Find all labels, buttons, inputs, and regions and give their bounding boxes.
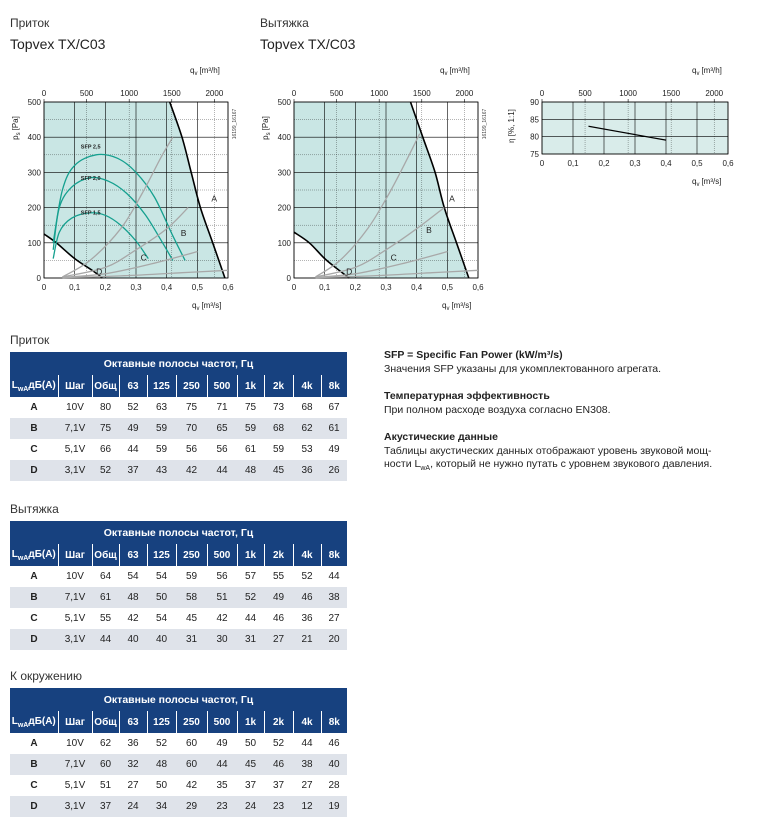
x-tick-label: 0,2 <box>99 283 111 292</box>
col-band: 1k <box>237 375 264 397</box>
table-section-title: К окружению <box>10 669 82 683</box>
col-band: 500 <box>207 711 237 733</box>
cell-band-value: 44 <box>207 754 237 775</box>
cell-band-value: 54 <box>119 566 147 587</box>
cell-band-value: 50 <box>147 775 176 796</box>
cell-band-value: 31 <box>237 629 264 650</box>
cell-band-value: 49 <box>119 418 147 439</box>
table-row <box>10 587 347 608</box>
cell-band-value: 44 <box>237 608 264 629</box>
acoustic-text <box>384 445 754 475</box>
y-tick-label: 100 <box>27 238 41 248</box>
col-lwa-sub: wA <box>17 721 29 729</box>
cell-band-value: 68 <box>264 418 293 439</box>
x-top-tick-label: 2000 <box>205 89 224 98</box>
x-tick-label: 0,4 <box>411 283 423 292</box>
cell-band-value: 36 <box>293 608 321 629</box>
cell-step: 7,1V <box>58 587 92 608</box>
y-axis-label: η [%, 1:1] <box>507 109 516 143</box>
cell-band-value: 49 <box>207 733 237 754</box>
cell-step: 7,1V <box>58 418 92 439</box>
band-title: Октавные полосы частот, Гц <box>10 688 347 711</box>
col-band: 2k <box>264 711 293 733</box>
x-top-tick-label: 2000 <box>455 89 474 98</box>
cell-band-value: 44 <box>207 460 237 481</box>
cell-band-value: 12 <box>293 796 321 817</box>
cell-band-value: 38 <box>321 587 347 608</box>
table-row <box>10 397 347 418</box>
cell-band-value: 44 <box>293 733 321 754</box>
point-label: D <box>346 266 353 277</box>
col-band: 250 <box>176 711 207 733</box>
cell-band-value: 44 <box>119 439 147 460</box>
cell-step: 7,1V <box>58 754 92 775</box>
cell-band-value: 40 <box>119 629 147 650</box>
x-top-tick-label: 1500 <box>162 89 181 98</box>
table-row <box>10 754 347 775</box>
cell-step: 3,1V <box>58 460 92 481</box>
acoustic-title: Акустические данные <box>384 431 498 443</box>
x-tick-label: 0,5 <box>691 159 703 168</box>
cell-band-value: 36 <box>119 733 147 754</box>
cell-band-value: 27 <box>264 629 293 650</box>
y-tick-label: 100 <box>277 238 291 248</box>
cell-label: A <box>10 397 58 418</box>
sfp-title: SFP = Specific Fan Power (kW/m³/s) <box>384 349 563 361</box>
cell-band-value: 40 <box>147 629 176 650</box>
cell-band-value: 56 <box>207 566 237 587</box>
cell-band-value: 56 <box>176 439 207 460</box>
col-lwa-letter: L <box>11 715 18 727</box>
cell-band-value: 37 <box>119 460 147 481</box>
sfp-label: SFP 1,5 <box>80 210 101 217</box>
y-tick-label: 400 <box>277 133 291 143</box>
x-top-tick-label: 500 <box>79 89 94 98</box>
temp-title: Температурная эффективность <box>384 390 550 402</box>
col-band: 125 <box>147 544 176 566</box>
cell-label: A <box>10 566 58 587</box>
col-band: 125 <box>147 711 176 733</box>
y-tick-label: 500 <box>27 98 41 107</box>
cell-band-value: 37 <box>264 775 293 796</box>
cell-band-value: 67 <box>321 397 347 418</box>
x-tick-label: 0 <box>41 283 47 292</box>
cell-band-value: 27 <box>321 608 347 629</box>
cell-total: 75 <box>92 418 119 439</box>
x-axis-label: $q_v$ [m³/s] <box>442 301 472 312</box>
cell-band-value: 52 <box>119 397 147 418</box>
cell-label: D <box>10 460 58 481</box>
cell-band-value: 61 <box>237 439 264 460</box>
y-tick-label: 0 <box>36 274 41 283</box>
x-top-axis-label: $q_v$ [m³/h] <box>440 66 470 77</box>
x-tick-label: 0 <box>539 159 545 168</box>
cell-total: 37 <box>92 796 119 817</box>
col-band: 2k <box>264 375 293 397</box>
cell-step: 10V <box>58 397 92 418</box>
octave-table <box>10 352 347 481</box>
acoustic-text-line1: Таблицы акустических данных отображают уровень звуковой мощ- <box>384 445 712 457</box>
cell-total: 55 <box>92 608 119 629</box>
chart-code: 16199_16167 <box>482 108 488 140</box>
cell-band-value: 68 <box>293 397 321 418</box>
cell-step: 5,1V <box>58 775 92 796</box>
cell-band-value: 60 <box>176 754 207 775</box>
y-axis-label: $p_s[Pa]$ <box>261 116 272 140</box>
x-top-tick-label: 0 <box>291 89 297 98</box>
col-lwa-sub: wA <box>17 554 29 562</box>
cell-total: 64 <box>92 566 119 587</box>
acoustic-table-block <box>10 333 347 481</box>
cell-band-value: 24 <box>119 796 147 817</box>
col-band: 250 <box>176 375 207 397</box>
x-tick-label: 0,1 <box>319 283 331 292</box>
point-label: A <box>449 193 455 204</box>
y-tick-label: 200 <box>27 203 41 213</box>
x-tick-label: 0,2 <box>349 283 361 292</box>
cell-step: 10V <box>58 733 92 754</box>
cell-band-value: 75 <box>237 397 264 418</box>
x-tick-label: 0,5 <box>191 283 203 292</box>
octave-table <box>10 688 347 817</box>
cell-band-value: 29 <box>176 796 207 817</box>
cell-band-value: 46 <box>264 608 293 629</box>
col-band: 8k <box>321 544 347 566</box>
cell-band-value: 48 <box>119 587 147 608</box>
cell-band-value: 55 <box>264 566 293 587</box>
cell-step: 3,1V <box>58 629 92 650</box>
cell-band-value: 61 <box>321 418 347 439</box>
y-tick-label: 90 <box>530 98 539 107</box>
sfp-text: Значения SFP указаны для укомплектованного агрегата. <box>384 363 662 375</box>
cell-step: 3,1V <box>58 796 92 817</box>
cell-band-value: 46 <box>293 587 321 608</box>
cell-total: 80 <box>92 397 119 418</box>
cell-band-value: 36 <box>293 460 321 481</box>
x-top-tick-label: 1000 <box>120 89 139 98</box>
col-lwa-unit: дБ(А) <box>28 548 56 560</box>
x-tick-label: 0,5 <box>441 283 453 292</box>
cell-total: 66 <box>92 439 119 460</box>
point-label: B <box>180 227 187 238</box>
cell-label: D <box>10 629 58 650</box>
cell-band-value: 46 <box>264 754 293 775</box>
col-band: 4k <box>293 544 321 566</box>
supply-fan-chart <box>0 58 250 320</box>
cell-band-value: 54 <box>147 608 176 629</box>
cell-band-value: 73 <box>264 397 293 418</box>
cell-total: 52 <box>92 460 119 481</box>
efficiency-chart <box>500 58 766 192</box>
col-step: Шаг <box>58 375 92 397</box>
col-band: 125 <box>147 375 176 397</box>
point-label: C <box>390 252 397 263</box>
col-band: 250 <box>176 544 207 566</box>
cell-band-value: 48 <box>237 460 264 481</box>
cell-band-value: 38 <box>293 754 321 775</box>
x-top-tick-label: 500 <box>329 89 344 98</box>
table-row <box>10 439 347 460</box>
cell-band-value: 34 <box>147 796 176 817</box>
x-tick-label: 0,6 <box>472 283 484 292</box>
cell-band-value: 21 <box>293 629 321 650</box>
table-row <box>10 733 347 754</box>
exhaust-model-title: Topvex TX/C03 <box>260 36 356 52</box>
notes-block <box>384 349 754 475</box>
cell-band-value: 26 <box>321 460 347 481</box>
x-top-tick-label: 1500 <box>412 89 431 98</box>
cell-band-value: 75 <box>176 397 207 418</box>
col-band: 500 <box>207 375 237 397</box>
cell-band-value: 59 <box>176 566 207 587</box>
point-label: A <box>211 193 218 204</box>
exhaust-section-title: Вытяжка <box>260 16 309 30</box>
col-lwa-unit: дБ(А) <box>28 715 56 727</box>
col-lwa <box>10 375 58 397</box>
cell-band-value: 42 <box>119 608 147 629</box>
cell-band-value: 23 <box>264 796 293 817</box>
cell-band-value: 42 <box>207 608 237 629</box>
acoustic-text-sub: wA <box>420 465 431 473</box>
band-title: Октавные полосы частот, Гц <box>10 521 347 544</box>
y-tick-label: 75 <box>530 150 539 159</box>
sfp-label: SFP 2,0 <box>80 176 101 183</box>
exhaust-fan-chart <box>250 58 500 320</box>
cell-band-value: 32 <box>119 754 147 775</box>
supply-model-title: Topvex TX/C03 <box>10 36 106 52</box>
col-total: Общ <box>92 375 119 397</box>
cell-band-value: 50 <box>147 587 176 608</box>
col-band: 1k <box>237 544 264 566</box>
cell-band-value: 20 <box>321 629 347 650</box>
x-axis-label: $q_v$ [m³/s] <box>192 301 222 312</box>
cell-total: 51 <box>92 775 119 796</box>
cell-band-value: 31 <box>176 629 207 650</box>
cell-label: D <box>10 796 58 817</box>
cell-band-value: 45 <box>264 460 293 481</box>
x-top-axis-label: $q_v$ [m³/h] <box>692 66 722 77</box>
cell-band-value: 52 <box>293 566 321 587</box>
cell-band-value: 48 <box>147 754 176 775</box>
cell-band-value: 45 <box>237 754 264 775</box>
x-tick-label: 0,3 <box>380 283 392 292</box>
x-tick-label: 0,3 <box>130 283 142 292</box>
col-step: Шаг <box>58 711 92 733</box>
col-lwa-unit: дБ(А) <box>28 379 56 391</box>
cell-band-value: 56 <box>207 439 237 460</box>
cell-band-value: 51 <box>207 587 237 608</box>
cell-total: 62 <box>92 733 119 754</box>
cell-label: C <box>10 608 58 629</box>
cell-total: 60 <box>92 754 119 775</box>
cell-band-value: 71 <box>207 397 237 418</box>
x-tick-label: 0,6 <box>222 283 234 292</box>
cell-band-value: 58 <box>176 587 207 608</box>
cell-band-value: 59 <box>264 439 293 460</box>
x-tick-label: 0,1 <box>69 283 81 292</box>
table-row <box>10 629 347 650</box>
cell-label: C <box>10 775 58 796</box>
x-top-tick-label: 0 <box>539 89 545 98</box>
x-top-tick-label: 1000 <box>619 89 638 98</box>
point-label: D <box>96 266 103 277</box>
cell-label: C <box>10 439 58 460</box>
cell-label: B <box>10 418 58 439</box>
cell-band-value: 57 <box>237 566 264 587</box>
x-top-tick-label: 2000 <box>705 89 724 98</box>
octave-table <box>10 521 347 650</box>
acoustic-text-line2a: ности L <box>384 458 421 470</box>
cell-band-value: 42 <box>176 460 207 481</box>
col-band: 2k <box>264 544 293 566</box>
cell-label: B <box>10 754 58 775</box>
point-label: C <box>140 252 147 263</box>
col-lwa <box>10 544 58 566</box>
cell-band-value: 23 <box>207 796 237 817</box>
col-lwa-letter: L <box>11 379 18 391</box>
cell-band-value: 37 <box>237 775 264 796</box>
cell-band-value: 52 <box>237 587 264 608</box>
cell-band-value: 52 <box>264 733 293 754</box>
cell-label: A <box>10 733 58 754</box>
table-section-title: Приток <box>10 333 50 347</box>
x-top-tick-label: 1500 <box>662 89 681 98</box>
supply-section-title: Приток <box>10 16 50 30</box>
cell-band-value: 24 <box>237 796 264 817</box>
acoustic-table-block <box>10 669 347 817</box>
x-top-axis-label: $q_v$ [m³/h] <box>190 66 220 77</box>
acoustic-table-block <box>10 502 347 650</box>
cell-band-value: 19 <box>321 796 347 817</box>
cell-total: 61 <box>92 587 119 608</box>
x-top-tick-label: 0 <box>41 89 47 98</box>
y-tick-label: 500 <box>277 98 291 107</box>
cell-band-value: 28 <box>321 775 347 796</box>
cell-band-value: 65 <box>207 418 237 439</box>
col-band: 63 <box>119 711 147 733</box>
y-tick-label: 300 <box>277 168 291 178</box>
x-tick-label: 0 <box>291 283 297 292</box>
x-tick-label: 0,4 <box>660 159 672 168</box>
chart-code: 16199_16167 <box>232 108 238 140</box>
band-title: Октавные полосы частот, Гц <box>10 352 347 375</box>
cell-band-value: 53 <box>293 439 321 460</box>
cell-band-value: 42 <box>176 775 207 796</box>
x-tick-label: 0,3 <box>629 159 641 168</box>
sfp-label: SFP 2,5 <box>80 144 101 151</box>
x-tick-label: 0,1 <box>567 159 579 168</box>
cell-step: 5,1V <box>58 439 92 460</box>
cell-band-value: 59 <box>237 418 264 439</box>
x-top-tick-label: 500 <box>578 89 592 98</box>
x-tick-label: 0,2 <box>598 159 610 168</box>
y-tick-label: 200 <box>277 203 291 213</box>
cell-step: 5,1V <box>58 608 92 629</box>
x-tick-label: 0,4 <box>161 283 173 292</box>
temp-text: При полном расходе воздуха согласно EN308. <box>384 404 611 416</box>
cell-band-value: 52 <box>147 733 176 754</box>
cell-band-value: 50 <box>237 733 264 754</box>
col-total: Общ <box>92 711 119 733</box>
table-row <box>10 566 347 587</box>
table-row <box>10 775 347 796</box>
cell-band-value: 35 <box>207 775 237 796</box>
col-band: 500 <box>207 544 237 566</box>
cell-total: 44 <box>92 629 119 650</box>
x-axis-label: $q_v$ [m³/s] <box>692 177 722 188</box>
y-tick-label: 85 <box>530 115 539 125</box>
col-band: 63 <box>119 375 147 397</box>
cell-band-value: 62 <box>293 418 321 439</box>
point-label: B <box>426 224 432 235</box>
col-band: 8k <box>321 711 347 733</box>
cell-band-value: 27 <box>119 775 147 796</box>
cell-band-value: 59 <box>147 418 176 439</box>
cell-band-value: 54 <box>147 566 176 587</box>
table-row <box>10 608 347 629</box>
cell-band-value: 43 <box>147 460 176 481</box>
acoustic-text-line2b: , который не нужно путать с уровнем звукового давления. <box>430 458 713 470</box>
cell-band-value: 60 <box>176 733 207 754</box>
y-tick-label: 0 <box>286 274 291 283</box>
col-lwa-letter: L <box>11 548 18 560</box>
col-band: 63 <box>119 544 147 566</box>
col-total: Общ <box>92 544 119 566</box>
table-row <box>10 460 347 481</box>
cell-band-value: 46 <box>321 733 347 754</box>
y-tick-label: 300 <box>27 168 41 178</box>
cell-band-value: 40 <box>321 754 347 775</box>
x-tick-label: 0,6 <box>722 159 734 168</box>
col-lwa-sub: wA <box>17 385 29 393</box>
y-axis-label: $p_s[Pa]$ <box>11 116 22 140</box>
col-band: 8k <box>321 375 347 397</box>
cell-band-value: 44 <box>321 566 347 587</box>
cell-band-value: 49 <box>264 587 293 608</box>
col-band: 4k <box>293 375 321 397</box>
y-tick-label: 80 <box>530 132 539 142</box>
cell-band-value: 70 <box>176 418 207 439</box>
cell-band-value: 27 <box>293 775 321 796</box>
cell-band-value: 63 <box>147 397 176 418</box>
col-band: 4k <box>293 711 321 733</box>
col-step: Шаг <box>58 544 92 566</box>
cell-band-value: 45 <box>176 608 207 629</box>
cell-band-value: 49 <box>321 439 347 460</box>
y-tick-label: 400 <box>27 133 41 143</box>
cell-band-value: 30 <box>207 629 237 650</box>
x-top-tick-label: 1000 <box>370 89 389 98</box>
table-row <box>10 418 347 439</box>
cell-step: 10V <box>58 566 92 587</box>
table-section-title: Вытяжка <box>10 502 59 516</box>
cell-band-value: 59 <box>147 439 176 460</box>
col-lwa <box>10 711 58 733</box>
col-band: 1k <box>237 711 264 733</box>
cell-label: B <box>10 587 58 608</box>
